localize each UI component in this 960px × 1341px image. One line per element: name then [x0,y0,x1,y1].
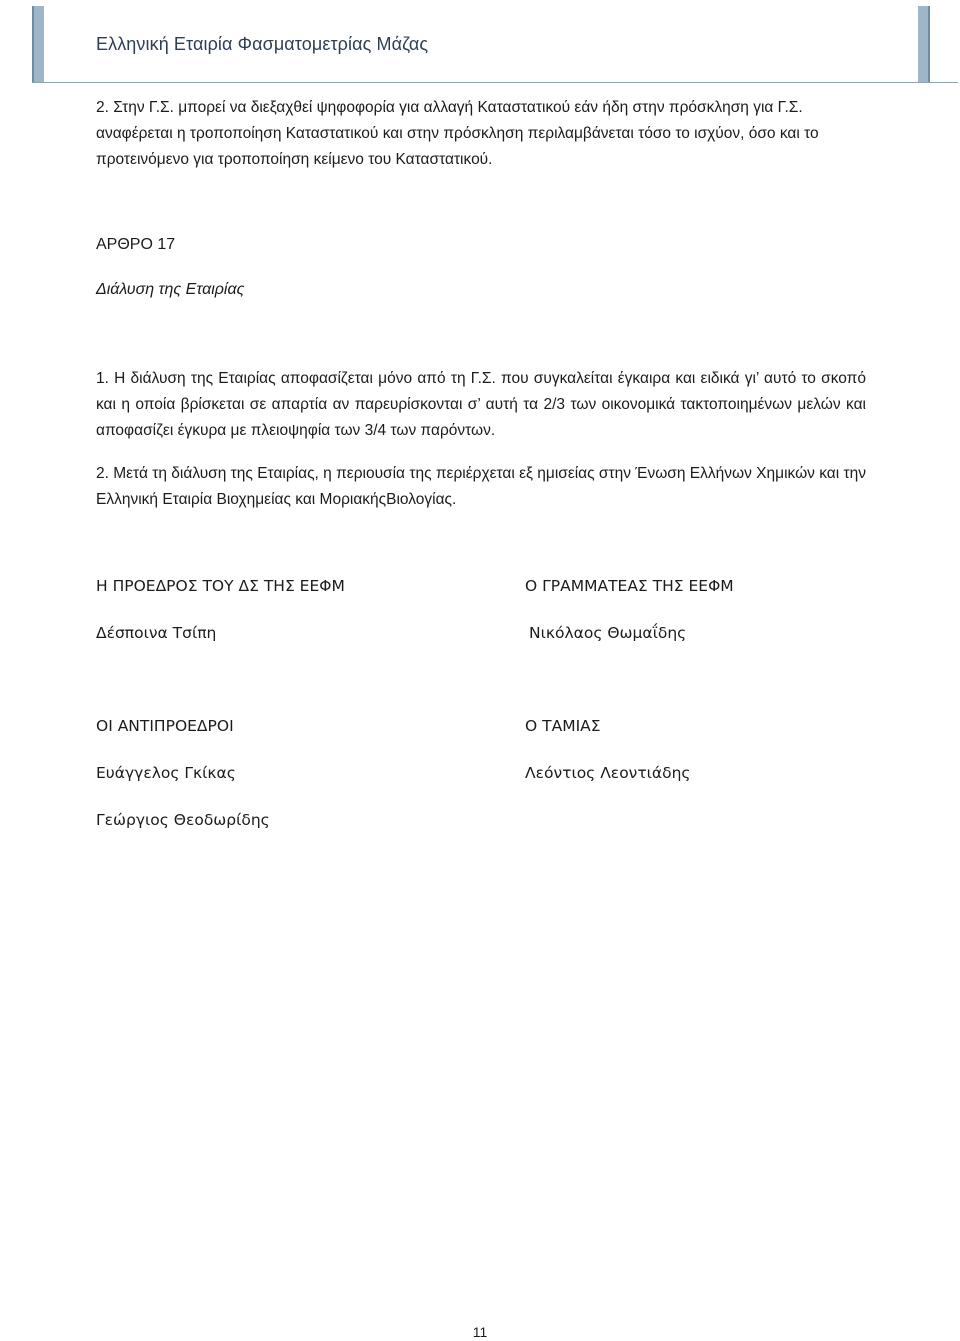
president-role: Η ΠΡΟΕΔΡΟΣ ΤΟΥ ΔΣ ΤΗΣ ΕΕΦΜ [96,577,345,595]
treasurer-role: Ο ΤΑΜΙΑΣ [525,717,601,735]
president-name: Δέσποινα Τσίπη [96,624,217,642]
header-left-bar [32,6,44,82]
header-title: Ελληνική Εταιρία Φασματομετρίας Μάζας [96,34,429,54]
article-paragraph-2: 2. Μετά τη διάλυση της Εταιρίας, η περιουσία της περιέρχεται εξ ημισείας στην Ένωση Ελλήνων Χημικών και την Ελληνική Εταιρία Βιοχημείας και ΜοριακήςΒιολογίας. [96,465,866,508]
intro-paragraph: 2. Στην Γ.Σ. μπορεί να διεξαχθεί ψηφοφορία για αλλαγή Καταστατικού εάν ήδη στην πρόσκληση για Γ.Σ. αναφέρεται η τροποποίηση Καταστατικού και στην πρόσκληση περιλαμβάνεται τόσο το ισχύον, όσο και το προτεινόμενο για τροποποίηση κείμενο του Καταστατικού. [96,99,819,168]
secretary-role: Ο ΓΡΑΜΜΑΤΕΑΣ ΤΗΣ ΕΕΦΜ [525,577,734,595]
vice-presidents-role: ΟΙ ΑΝΤΙΠΡΟΕΔΡΟΙ [96,717,234,735]
page-number: 11 [472,1324,488,1340]
secretary-name: Νικόλαος Θωμαΐδης [529,624,687,642]
header-divider [32,82,958,83]
article-subtitle: Διάλυση της Εταιρίας [96,281,245,298]
vice-president-1-name: Ευάγγελος Γκίκας [96,764,236,782]
vice-president-2-name: Γεώργιος Θεοδωρίδης [96,811,270,829]
article-paragraph-1: 1. Η διάλυση της Εταιρίας αποφασίζεται μόνο από τη Γ.Σ. που συγκαλείται έγκαιρα και ειδικά γι’ αυτό το σκοπό και η οποία βρίσκεται σε απαρτία αν παρευρίσκονται σ’ αυτή τα 2/3 των οικονομικά τακτοποιημένων μελών και αποφασίζει έγκυρα με πλειοψηφία των 3/4 των παρόντων. [96,370,866,439]
header-right-bar [918,6,930,82]
article-title: ΑΡΘΡΟ 17 [96,236,176,253]
treasurer-name: Λεόντιος Λεοντιάδης [525,764,691,782]
